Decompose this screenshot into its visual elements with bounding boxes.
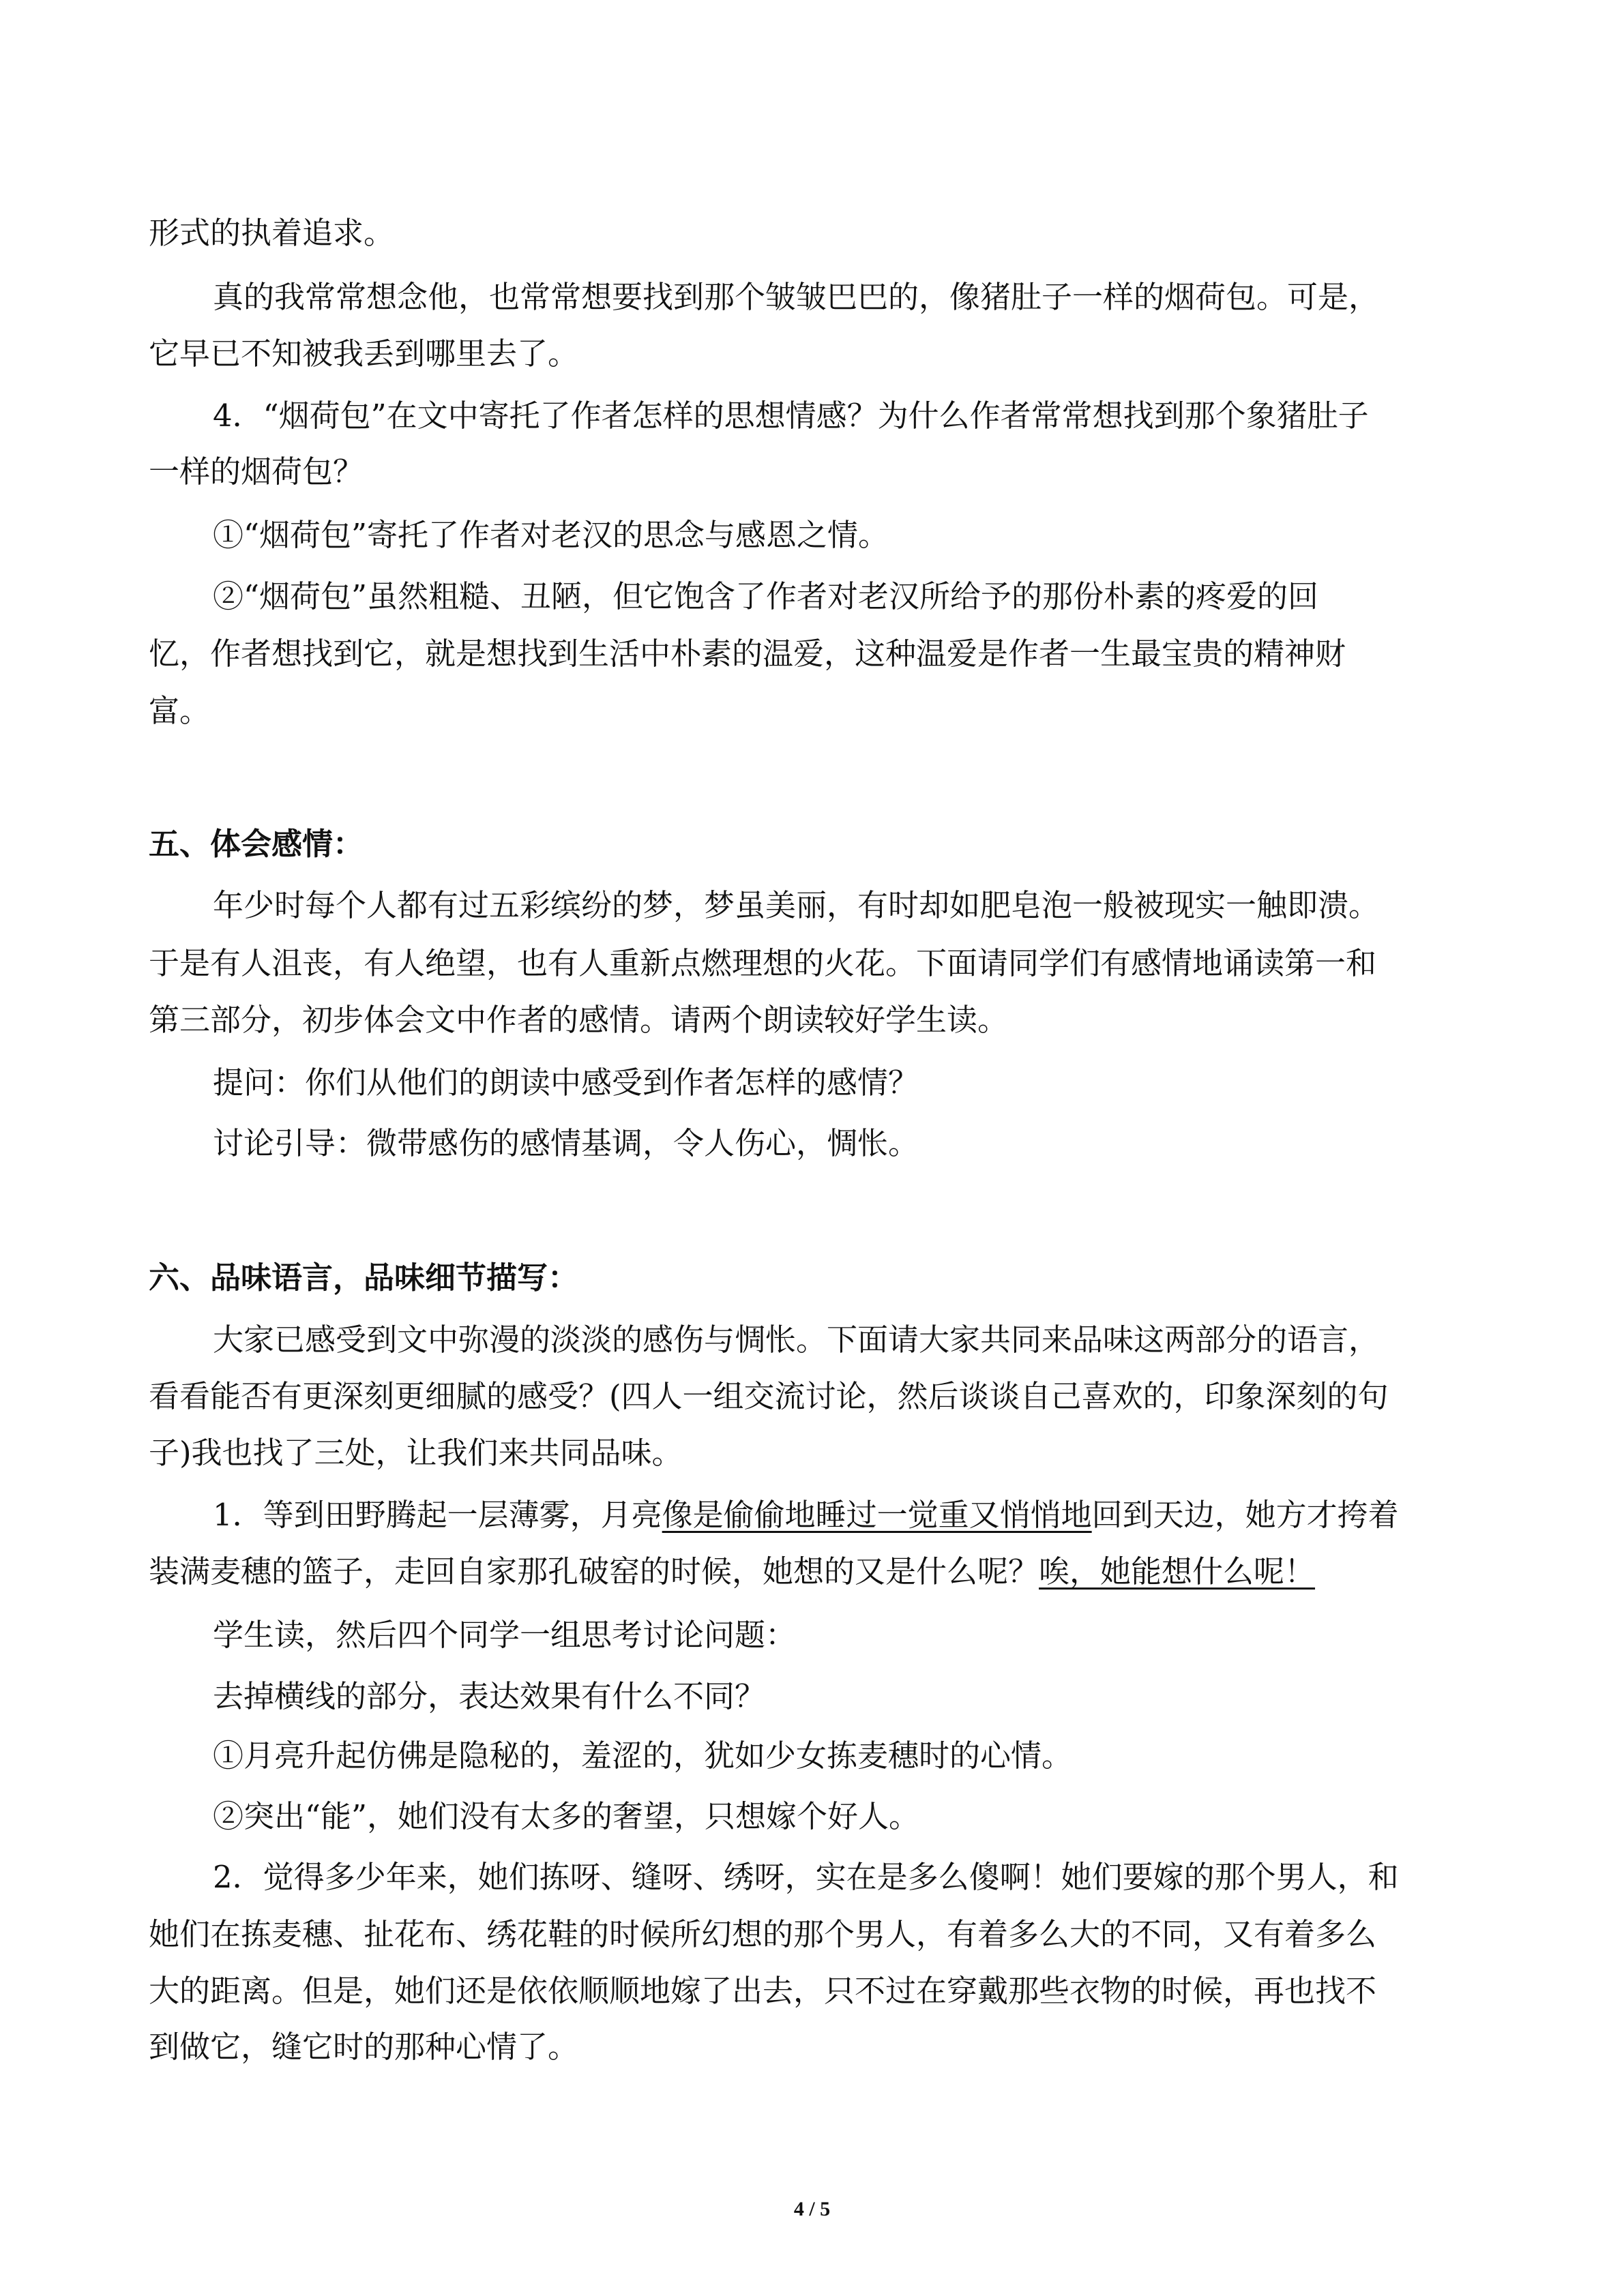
answer-line: 富。: [149, 693, 211, 729]
paragraph-line: 提问：你们从他们的朗读中感受到作者怎样的感情？: [213, 1064, 919, 1101]
example-2-line: 大的距离。但是，她们还是依依顺顺地嫁了出去，只不过在穿戴那些衣物的时候，再也找不: [149, 1973, 1377, 2009]
question-4-line: 一样的烟荷包？: [149, 453, 364, 490]
paragraph-line: 讨论引导：微带感伤的感情基调，令人伤心，惆怅。: [213, 1125, 919, 1161]
example-1-line: [213, 1495, 1399, 1536]
example-2-line: 她们在拣麦穗、扯花布、绣花鞋的时候所幻想的那个男人，有着多么大的不同，又有着多么: [149, 1916, 1377, 1952]
answer-line: ①“烟荷包”寄托了作者对老汉的思念与感恩之情。: [213, 517, 889, 553]
paragraph-line: 于是有人沮丧，有人绝望，也有人重新点燃理想的火花。下面请同学们有感情地诵读第一和: [149, 945, 1377, 981]
paragraph-line: 年少时每个人都有过五彩缤纷的梦，梦虽美丽，有时却如肥皂泡一般被现实一触即溃。: [213, 887, 1380, 923]
page-number: 4 / 5: [793, 2198, 831, 2220]
paragraph-line: 第三部分，初步体会文中作者的感情。请两个朗读较好学生读。: [149, 1002, 1009, 1038]
example-2-line: 到做它，缝它时的那种心情了。: [149, 2029, 579, 2065]
paragraph-line: 大家已感受到文中弥漫的淡淡的感伤与惆怅。下面请大家共同来品味这两部分的语言，: [213, 1322, 1380, 1358]
question-4-line: 4．“烟荷包”在文中寄托了作者怎样的思想情感？为什么作者常常想找到那个象猪肚子: [213, 398, 1369, 434]
paragraph-line: 形式的执着追求。: [149, 215, 395, 251]
paragraph-line: 看看能否有更深刻更细腻的感受？(四人一组交流讨论，然后谈谈自己喜欢的，印象深刻的句: [149, 1378, 1389, 1414]
paragraph-line: 真的我常常想念他，也常常想要找到那个皱皱巴巴的，像猪肚子一样的烟荷包。可是，: [213, 279, 1380, 315]
example-1-line: [149, 1551, 1315, 1592]
section-heading-6: 六、品味语言，品味细节描写：: [149, 1259, 579, 1296]
paragraph-line: 去掉横线的部分，表达效果有什么不同？: [213, 1678, 766, 1714]
paragraph-line: 子)我也找了三处，让我们来共同品味。: [149, 1435, 683, 1471]
text-span: 装满麦穗的篮子，走回自家那孔破窑的时候，她想的又是什么呢？: [149, 1553, 1039, 1590]
paragraph-line: 学生读，然后四个同学一组思考讨论问题：: [213, 1617, 797, 1653]
underlined-phrase: 像是偷偷地睡过一觉重又悄悄地: [662, 1497, 1092, 1533]
text-span: 1．等到田野腾起一层薄雾，月亮: [213, 1497, 662, 1533]
underlined-phrase: 唉，她能想什么呢！: [1039, 1553, 1316, 1590]
answer-line: 忆，作者想找到它，就是想找到生活中朴素的温爱，这种温爱是作者一生最宝贵的精神财: [149, 636, 1346, 672]
text-span: 回到天边，她方才挎着: [1091, 1497, 1399, 1533]
paragraph-line: 它早已不知被我丢到哪里去了。: [149, 336, 579, 372]
example-2-line: 2．觉得多少年来，她们拣呀、缝呀、绣呀，实在是多么傻啊！她们要嫁的那个男人，和: [213, 1859, 1399, 1895]
answer-line: ②突出“能”，她们没有太多的奢望，只想嫁个好人。: [213, 1798, 920, 1834]
section-heading-5: 五、体会感情：: [149, 826, 364, 862]
answer-line: ②“烟荷包”虽然粗糙、丑陋，但它饱含了作者对老汉所给予的那份朴素的疼爱的回: [213, 578, 1319, 614]
answer-line: ①月亮升起仿佛是隐秘的，羞涩的，犹如少女拣麦穗时的心情。: [213, 1738, 1073, 1774]
